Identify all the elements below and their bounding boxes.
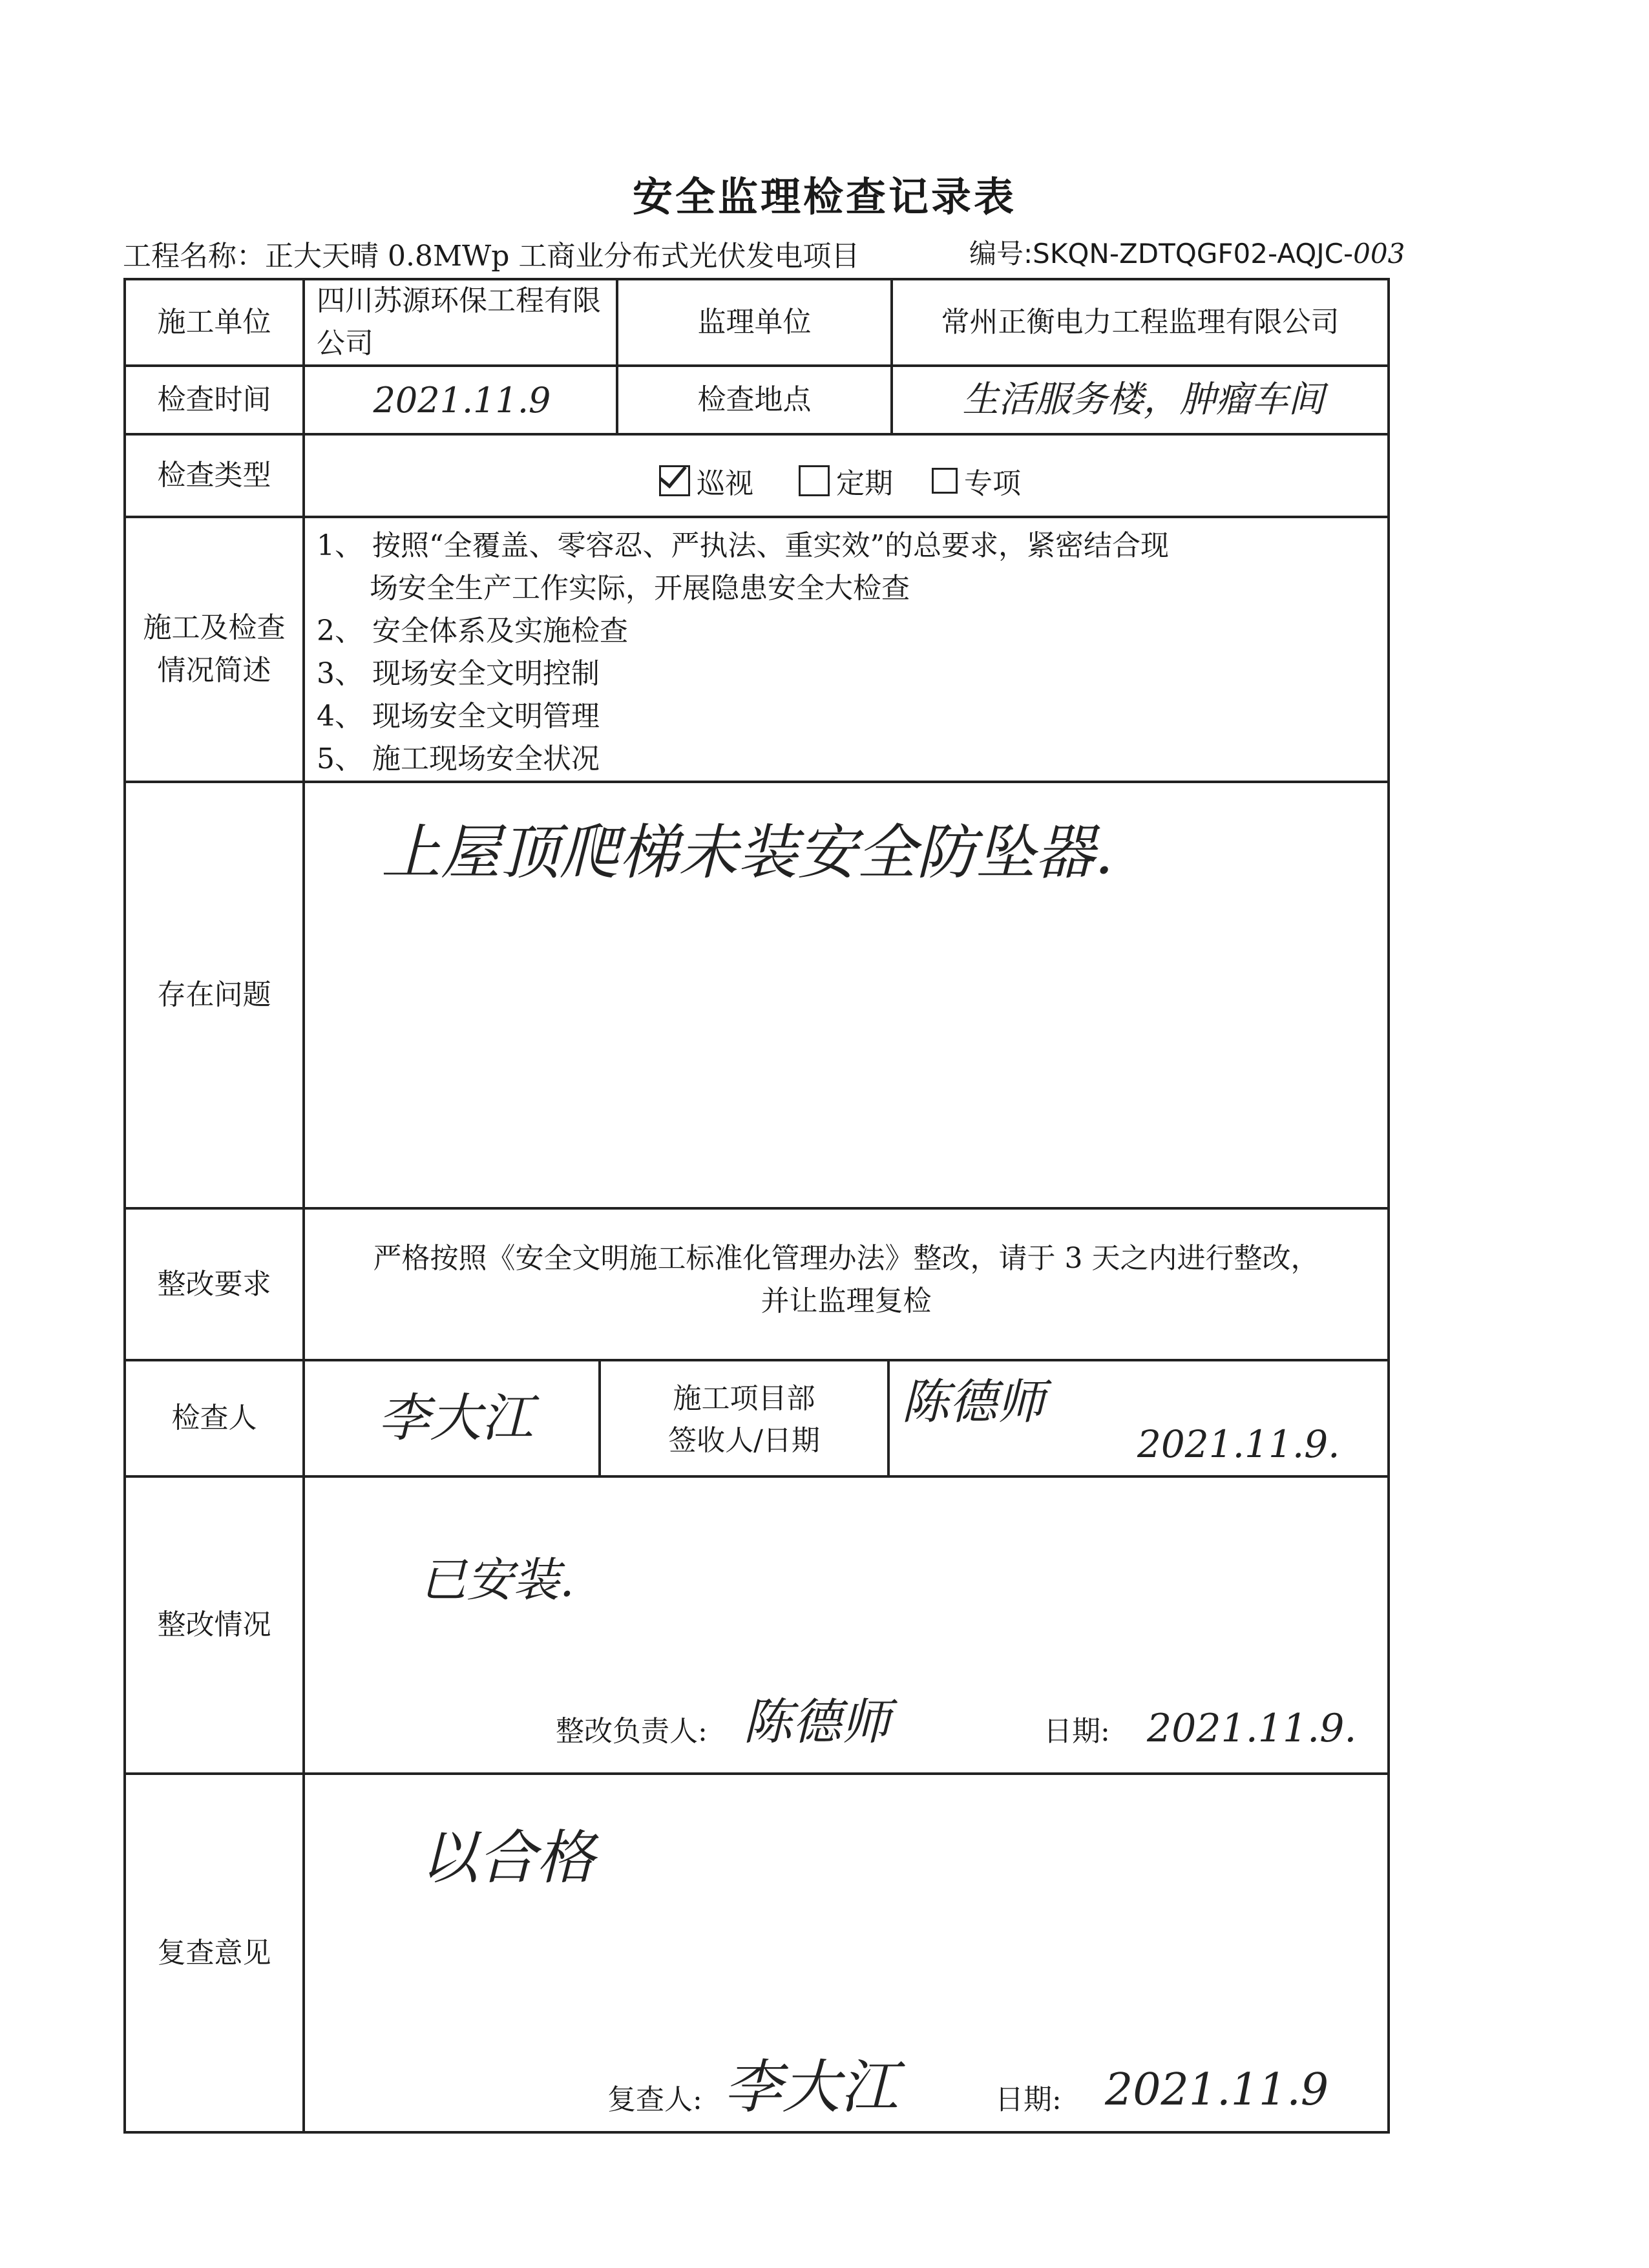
responsible-date: 2021.11.9.: [1147, 1706, 1357, 1751]
inspection-type-options: [659, 460, 1021, 501]
review-date-label: 日期:: [995, 2083, 1062, 2116]
summary-item: 1、 按照“全覆盖、零容忍、严执法、重实效”的总要求，紧密结合现: [317, 529, 1169, 562]
time-value: 2021.11.9: [373, 379, 551, 421]
project-name: 正大天晴 0.8MWp 工商业分布式光伏发电项目: [265, 240, 860, 273]
summary-item: 4、 现场安全文明管理: [317, 700, 600, 733]
contractor-value: 四川苏源环保工程有限公司: [317, 284, 601, 360]
review-date: 2021.11.9: [1105, 2064, 1329, 2116]
patrol-label: 巡视: [697, 467, 753, 500]
summary-item: 2、 安全体系及实施检查: [317, 614, 628, 647]
responsible-signature: 陈德师: [743, 1693, 890, 1750]
supervisor-value: 常州正衡电力工程监理有限公司: [941, 306, 1339, 339]
receiver-label-line1: 施工项目部: [673, 1382, 815, 1415]
rectify-requirement-line1: 严格按照《安全文明施工标准化管理办法》整改，请于 3 天之内进行整改，: [373, 1242, 1319, 1275]
periodic-label: 定期: [836, 467, 893, 500]
reviewer-signature: 李大江: [724, 2053, 898, 2121]
contractor-label: 施工单位: [157, 306, 271, 339]
patrol-checkbox[interactable]: [659, 465, 690, 496]
problem-value: 上屋顶爬梯未装安全防坠器.: [381, 818, 1114, 887]
summary-list: [317, 525, 1169, 781]
receiver-label-line2: 签收人/日期: [668, 1424, 820, 1457]
inspector-label: 检查人: [171, 1402, 257, 1434]
place-value: 生活服务楼，肿瘤车间: [962, 379, 1325, 421]
summary-item: 5、 施工现场安全状况: [317, 742, 600, 775]
place-label: 检查地点: [697, 383, 812, 416]
review-label: 复查意见: [157, 1936, 271, 1969]
review-value: 以合格: [420, 1823, 594, 1892]
reviewer-label: 复查人:: [607, 2083, 702, 2116]
rectify-requirement-label: 整改要求: [157, 1267, 271, 1301]
document-code: [969, 233, 1405, 271]
code-value: SKQN-ZDTQGF02-AQJC-: [1033, 238, 1354, 269]
code-label: 编号:: [969, 238, 1033, 269]
rectify-status-value: 已安装.: [420, 1553, 574, 1607]
page-title: 安全监理检查记录表: [632, 173, 1016, 220]
summary-item: 场安全生产工作实际，开展隐患安全大检查: [370, 572, 910, 605]
project-label: 工程名称：: [123, 240, 265, 273]
special-checkbox[interactable]: [932, 468, 958, 494]
rectify-requirement-line2: 并让监理复检: [761, 1285, 932, 1318]
responsible-date-label: 日期:: [1044, 1715, 1110, 1748]
summary-item: 3、 现场安全文明控制: [317, 657, 600, 690]
problem-label: 存在问题: [157, 978, 271, 1011]
receiver-date: 2021.11.9.: [1137, 1422, 1340, 1466]
supervisor-label: 监理单位: [697, 306, 812, 339]
responsible-label: 整改负责人:: [556, 1715, 708, 1748]
periodic-checkbox[interactable]: [799, 465, 830, 496]
time-label: 检查时间: [157, 383, 271, 416]
type-label: 检查类型: [157, 459, 271, 492]
inspector-signature: 李大江: [378, 1388, 533, 1448]
rectify-status-label: 整改情况: [157, 1608, 271, 1641]
special-label: 专项: [964, 467, 1021, 500]
receiver-signature: 陈德师: [901, 1374, 1045, 1430]
summary-label: 施工及检查情况简述: [143, 611, 286, 687]
code-handwritten: 003: [1353, 238, 1405, 269]
project-line: [123, 233, 1405, 274]
